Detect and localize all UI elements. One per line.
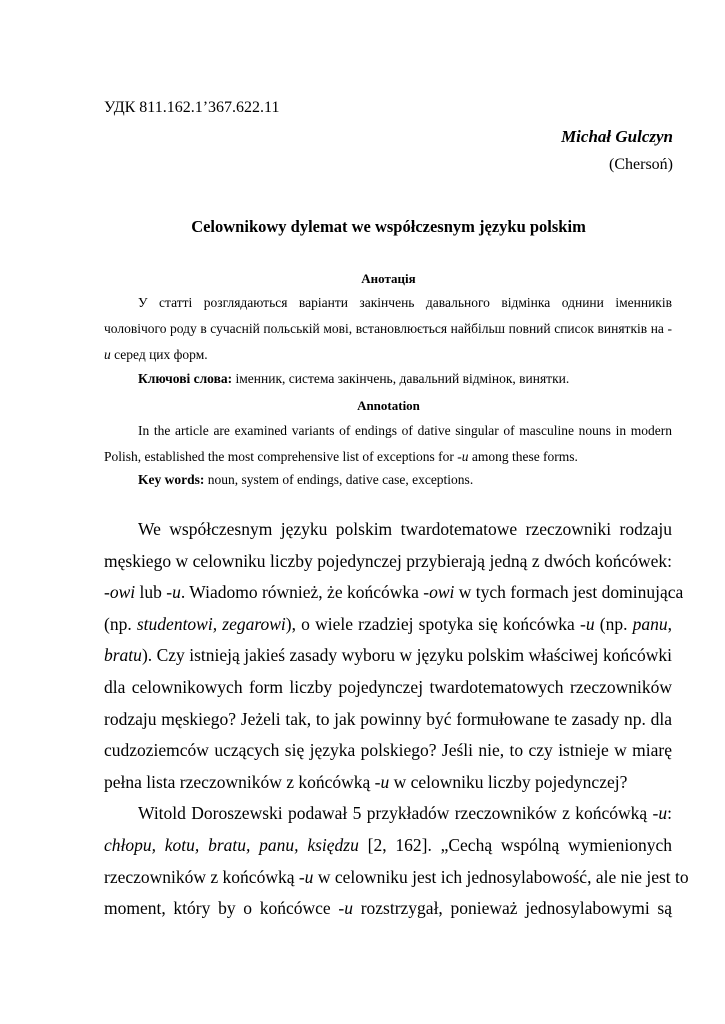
keywords-en-label: Key words:: [138, 472, 205, 487]
body-line: We współczesnym języku polskim twardotematowe rzeczowniki rodzaju: [138, 519, 672, 539]
udk-code: УДК 811.162.1’367.622.11: [104, 99, 280, 116]
abstract-en-heading: Annotation: [357, 398, 420, 413]
article-body: [104, 514, 689, 925]
keywords-en: [138, 472, 473, 488]
body-line: (np. studentowi, zegarowi), o wiele rzadziej spotyka się końcówka -u (np. panu,: [104, 613, 672, 634]
keywords-ua-label: Ключові слова:: [138, 371, 233, 386]
keywords-en-list: noun, system of endings, dative case, exceptions.: [204, 472, 474, 487]
abstract-ua-heading: Анотація: [361, 271, 416, 286]
body-line: moment, który by o końcówce -u rozstrzygał, ponieważ jednosylabowymi są: [104, 898, 672, 919]
body-line: dla celownikowych form liczby pojedynczej twardotematowych rzeczowników: [104, 676, 672, 697]
body-line: -owi lub -u. Wiadomo również, że końcówka -owi w tych formach jest dominująca: [104, 582, 684, 603]
author-city: (Chersoń): [609, 156, 673, 173]
keywords-ua-list: іменник, система закінчень, давальний відмінок, винятки.: [232, 371, 570, 386]
article-title: Celownikowy dylemat we współczesnym języku polskim: [191, 217, 586, 236]
abstract-ua-body: У статті розглядаються варіанти закінчень давального відмінка однини іменників чоловічого роду в сучасній польській мові, встановлюється найбільш повний список винятків на -u серед цих форм.: [104, 295, 672, 362]
abstract-en-body: In the article are examined variants of endings of dative singular of masculine nouns in modern Polish, established the most comprehensive list of exceptions for -u among these forms.: [104, 423, 672, 464]
keywords-ua: [138, 371, 569, 387]
abstract-ua-text: [104, 290, 672, 368]
body-line: Witold Doroszewski podawał 5 przykładów rzeczowników z końcówką -u:: [138, 803, 672, 824]
body-line: pełna lista rzeczowników z końcówką -u w celowniku liczby pojedynczej?: [104, 771, 628, 792]
body-line: rodzaju męskiego? Jeżeli tak, to jak powinny być formułowane te zasady np. dla: [104, 708, 672, 729]
abstract-en-text: [104, 418, 672, 470]
body-line: rzeczowników z końcówką -u w celowniku jest ich jednosylabowość, ale nie jest to: [104, 866, 689, 887]
body-line: męskiego w celowniku liczby pojedynczej przybierają jedną z dwóch końcówek:: [104, 550, 672, 571]
body-line: bratu). Czy istnieją jakieś zasady wyboru w języku polskim właściwej końcówki: [104, 645, 672, 666]
body-line: chłopu, kotu, bratu, panu, księdzu [2, 162]. „Cechą wspólną wymienionych: [104, 834, 673, 855]
author-name: Michał Gulczyn: [561, 127, 673, 146]
body-line: cudzoziemców uczących się języka polskiego? Jeśli nie, to czy istnieje w miarę: [104, 740, 672, 761]
